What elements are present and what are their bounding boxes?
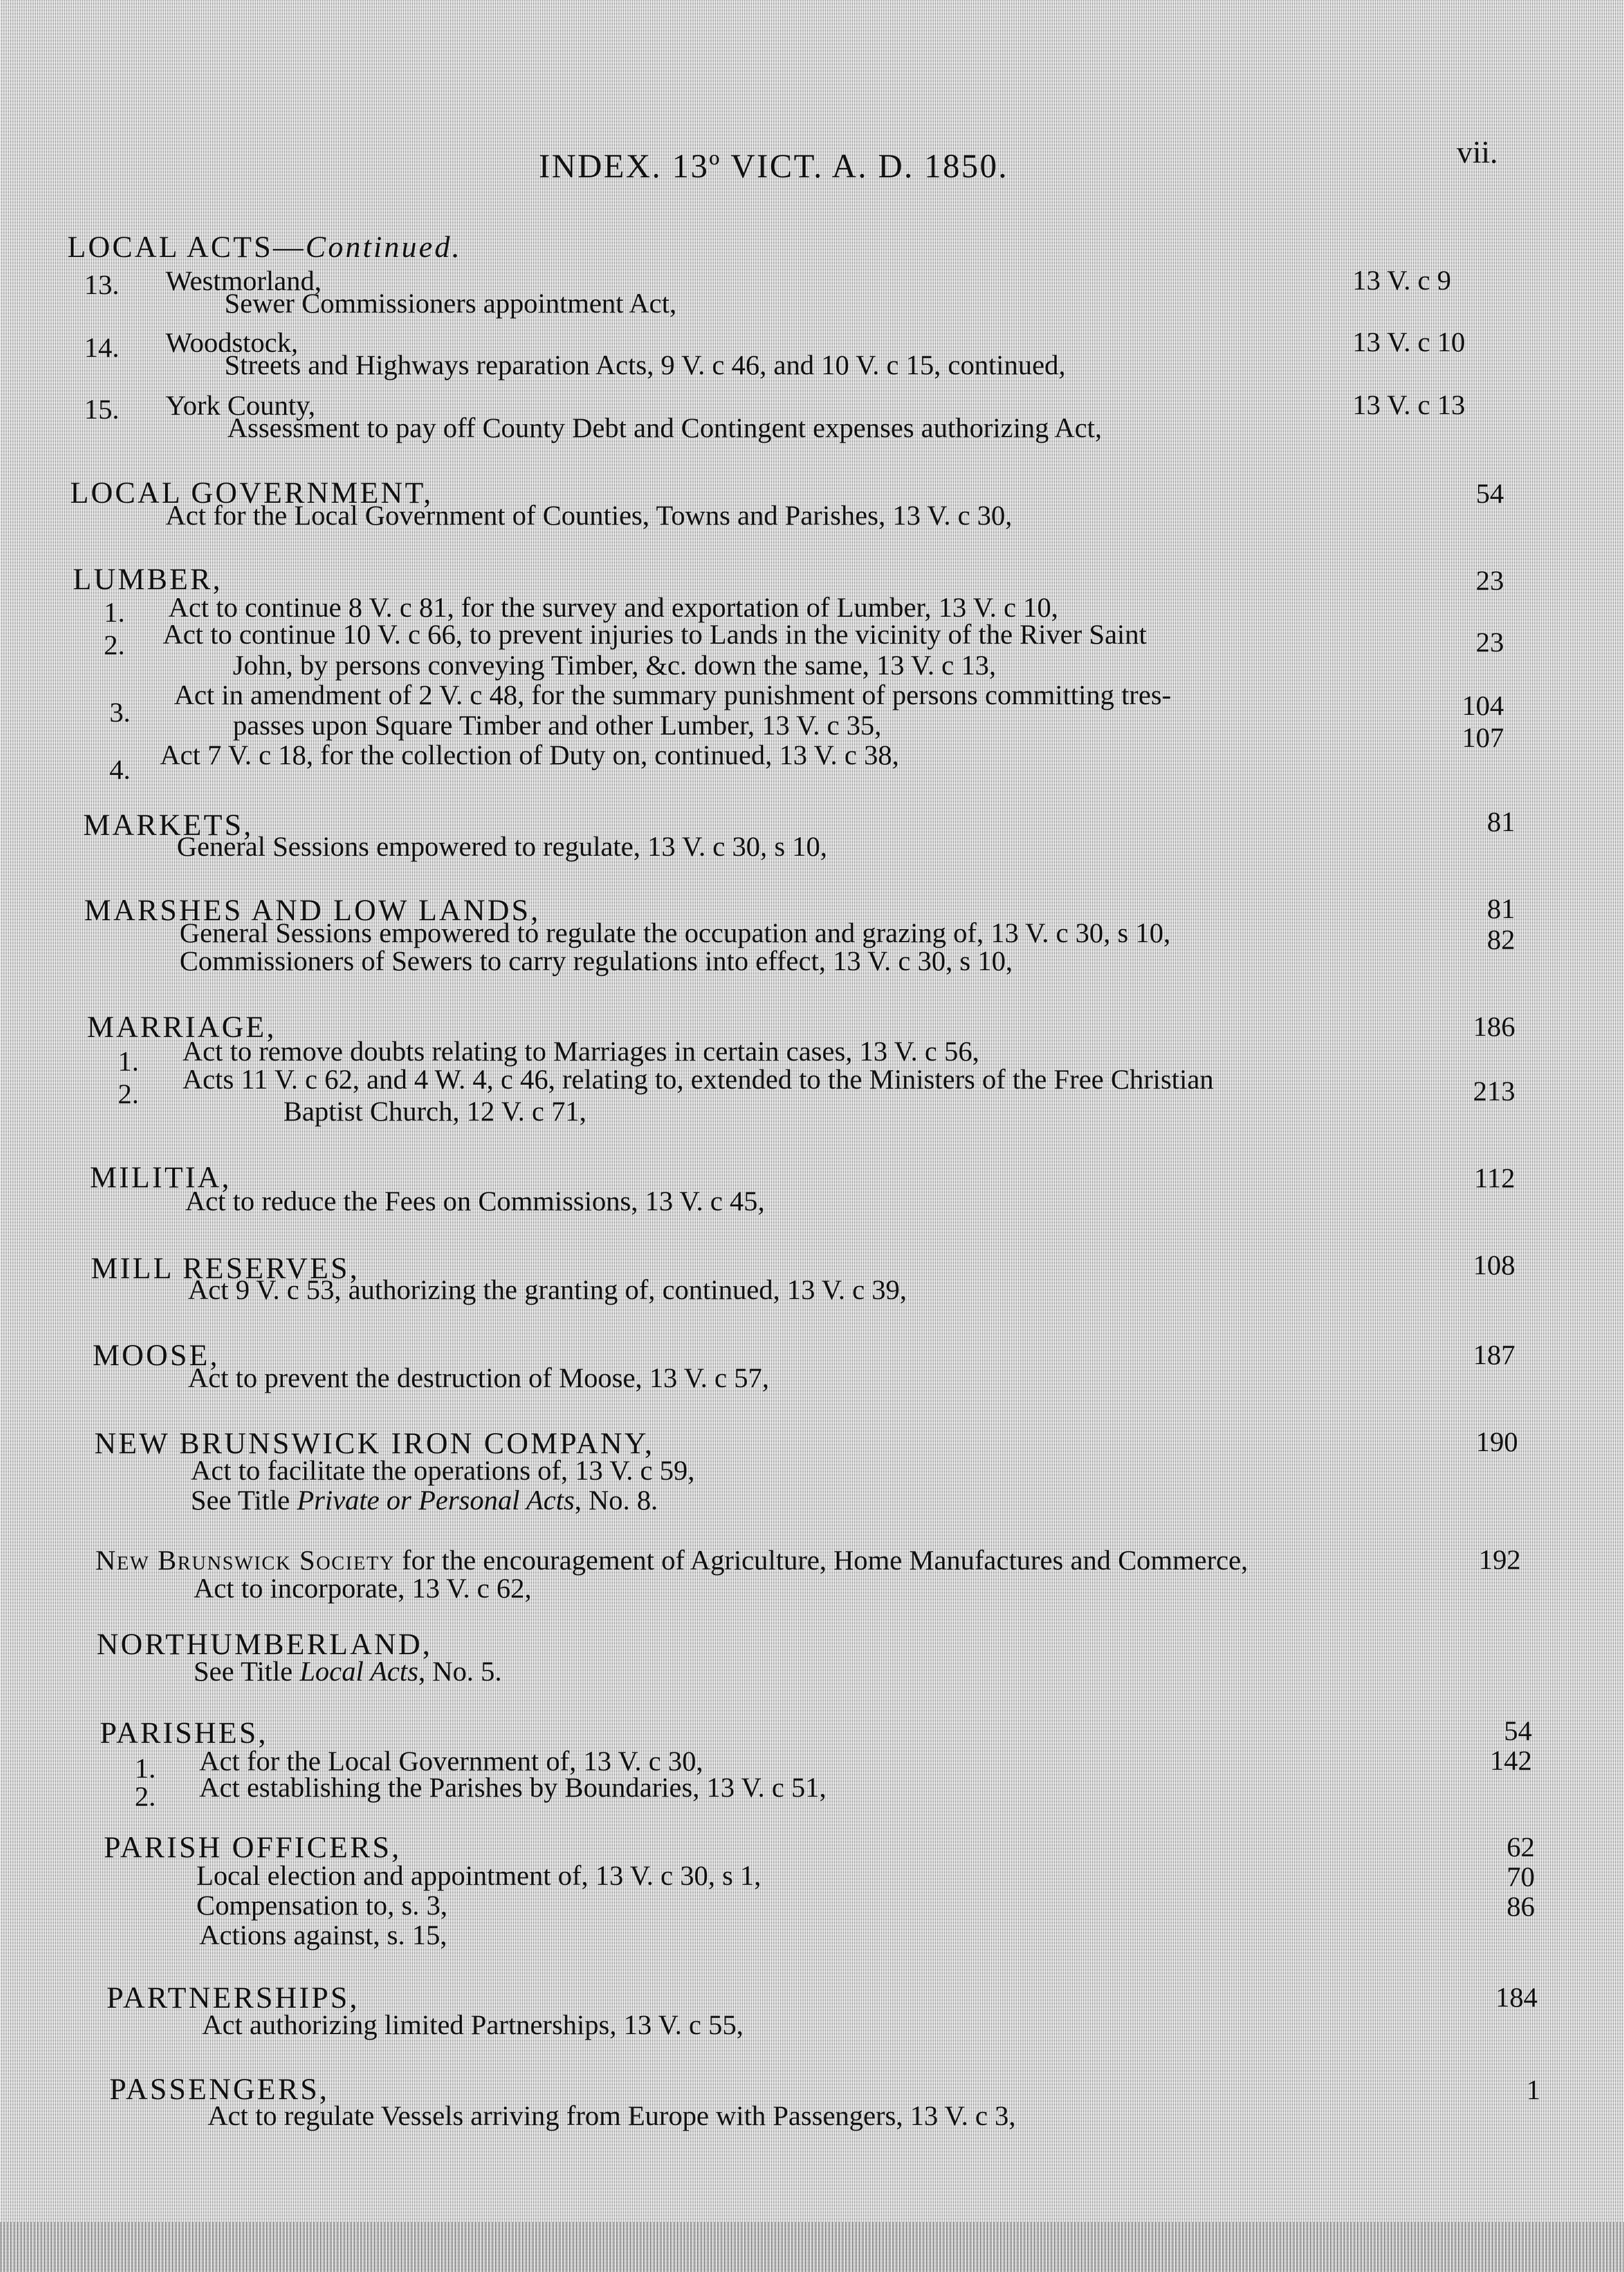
page-ref: 82 [1487,924,1515,955]
entry-text: Act 7 V. c 18, for the collection of Duty on, continued, 13 V. c 38, [160,739,899,770]
entry-description: Sewer Commissioners appointment Act, [224,287,677,319]
entry-number: 1. [118,1045,139,1077]
see-suffix: , No. 5. [418,1655,502,1687]
section-moose: MOOSE, [93,1338,220,1372]
page-ref: 112 [1474,1162,1515,1194]
entry-number: 15. [84,393,120,425]
see-prefix: See Title [191,1484,297,1516]
page-ref: 81 [1487,893,1515,924]
entry-text-continued: passes upon Square Timber and other Lumber, 13 V. c 35, [233,709,882,741]
see-reference [191,1483,658,1517]
entry-citation: 13 V. c 9 [1352,264,1451,296]
see-prefix: See Title [194,1655,300,1687]
entry-place: Woodstock, [166,327,299,358]
entry-text: Commissioners of Sewers to carry regulations into effect, 13 V. c 30, s 10, [180,945,1013,976]
entry-text: Act to facilitate the operations of, 13 V. c 59, [191,1454,695,1486]
section-markets: MARKETS, [83,808,254,842]
entry-description: General Sessions empowered to regulate, 13 V. c 30, s 10, [177,830,828,862]
entry-text: Act to continue 10 V. c 66, to prevent injuries to Lands in the vicinity of the River Saint [163,618,1147,650]
section-militia: MILITIA, [90,1160,232,1194]
page-number: vii. [1457,135,1498,170]
entry-number: 2. [118,1078,139,1109]
page-ref: 54 [1504,1715,1532,1746]
entry-text: Act to continue 8 V. c 81, for the survey and exportation of Lumber, 13 V. c 10, [168,591,1058,623]
page-ref: 54 [1476,478,1504,509]
section-heading-rest: for the encouragement of Agriculture, Home Manufactures and Commerce, [394,1544,1248,1576]
entry-text: General Sessions empowered to regulate the occupation and grazing of, 13 V. c 30, s 10, [180,917,1171,948]
entry-description: Act to prevent the destruction of Moose, 13 V. c 57, [188,1362,769,1393]
entry-description: Act 9 V. c 53, authorizing the granting of, continued, 13 V. c 39, [188,1274,907,1305]
section-marriage: MARRIAGE, [87,1010,277,1044]
section-marshes: MARSHES AND LOW LANDS, [84,893,541,927]
section-heading: New Brunswick Society [95,1544,395,1576]
entry-number: 13. [84,269,120,300]
see-title: Local Acts [299,1655,419,1687]
section-mill-reserves: MILL RESERVES, [91,1251,360,1285]
page-ref: 213 [1473,1075,1515,1107]
see-reference [194,1654,502,1688]
entry-citation: 13 V. c 13 [1352,389,1465,420]
entry-number: 3. [109,696,131,728]
entry-number: 2. [104,629,125,660]
entry-description: Act for the Local Government of Counties, Towns and Parishes, 13 V. c 30, [166,499,1012,531]
entry-number: 1. [104,596,125,628]
entry-description: Act authorizing limited Partnerships, 13 V. c 55, [202,2009,744,2040]
page-ref: 184 [1495,1981,1538,2013]
page-ref: 187 [1473,1339,1515,1370]
entry-text: Compensation to, s. 3, [196,1889,448,1921]
section-lumber: LUMBER, [73,562,223,596]
entry-text: Act to remove doubts relating to Marriages in certain cases, 13 V. c 56, [182,1035,979,1067]
section-passengers: PASSENGERS, [109,2072,329,2106]
see-title: Private or Personal Acts [296,1484,575,1516]
page-ref: 107 [1462,722,1504,753]
entry-number: 4. [109,754,131,785]
entry-citation: 13 V. c 10 [1352,326,1465,357]
section-heading: LOCAL ACTS— [67,230,306,264]
entry-text: Act establishing the Parishes by Boundaries, 13 V. c 51, [199,1771,827,1803]
section-nb-iron-company: NEW BRUNSWICK IRON COMPANY, [94,1426,655,1460]
entry-text: Act for the Local Government of, 13 V. c 30, [199,1745,703,1777]
entry-text: Act in amendment of 2 V. c 48, for the summary punishment of persons committing tres- [174,679,1172,710]
page-ref: 108 [1473,1249,1515,1280]
section-local-acts [67,230,462,264]
page-ref: 104 [1462,690,1504,721]
page-ref: 186 [1473,1011,1515,1042]
section-local-government: LOCAL GOVERNMENT, [70,476,433,510]
section-parishes: PARISHES, [100,1716,268,1750]
entry-place: Westmorland, [166,265,322,296]
entry-number: 14. [84,332,120,363]
continued-label: Continued. [305,230,462,264]
entry-text: Acts 11 V. c 62, and 4 W. 4, c 46, relating to, extended to the Ministers of the Free Christian [182,1063,1214,1095]
page-ref: 192 [1479,1544,1521,1575]
entry-description: Act to regulate Vessels arriving from Europe with Passengers, 13 V. c 3, [208,2100,1016,2131]
entry-number: 2. [135,1780,156,1812]
page-ref: 142 [1490,1745,1532,1776]
entry-text-continued: John, by persons conveying Timber, &c. down the same, 13 V. c 13, [233,649,996,681]
entry-description: Assessment to pay off County Debt and Contingent expenses authorizing Act, [227,412,1102,443]
section-partnerships: PARTNERSHIPS, [107,1981,360,2014]
page-ref: 190 [1476,1426,1518,1457]
section-northumberland: NORTHUMBERLAND, [97,1627,433,1661]
page-ref: 70 [1507,1861,1535,1892]
entry-text: Actions against, s. 15, [199,1919,447,1950]
see-suffix: , No. 8. [574,1484,658,1516]
entry-text: Local election and appointment of, 13 V. c 30, s 1, [196,1860,761,1891]
entry-text-continued: Baptist Church, 12 V. c 71, [283,1095,586,1127]
entry-description: Act to reduce the Fees on Commissions, 13 V. c 45, [185,1185,765,1217]
page-ref: 86 [1507,1890,1535,1922]
entry-text: Act to incorporate, 13 V. c 62, [194,1572,532,1604]
scan-edge-band [0,2222,1624,2272]
page-ref: 62 [1507,1831,1535,1862]
entry-number: 1. [135,1752,156,1784]
section-parish-officers: PARISH OFFICERS, [104,1830,402,1864]
entry-description: Streets and Highways reparation Acts, 9 V. c 46, and 10 V. c 15, continued, [224,349,1066,380]
page-ref: 1 [1526,2074,1540,2105]
page-title: INDEX. 13º VICT. A. D. 1850. [539,148,1009,185]
page-ref: 81 [1487,806,1515,837]
page-ref: 23 [1476,564,1504,596]
entry-place: York County, [166,389,315,421]
page-ref: 23 [1476,626,1504,658]
